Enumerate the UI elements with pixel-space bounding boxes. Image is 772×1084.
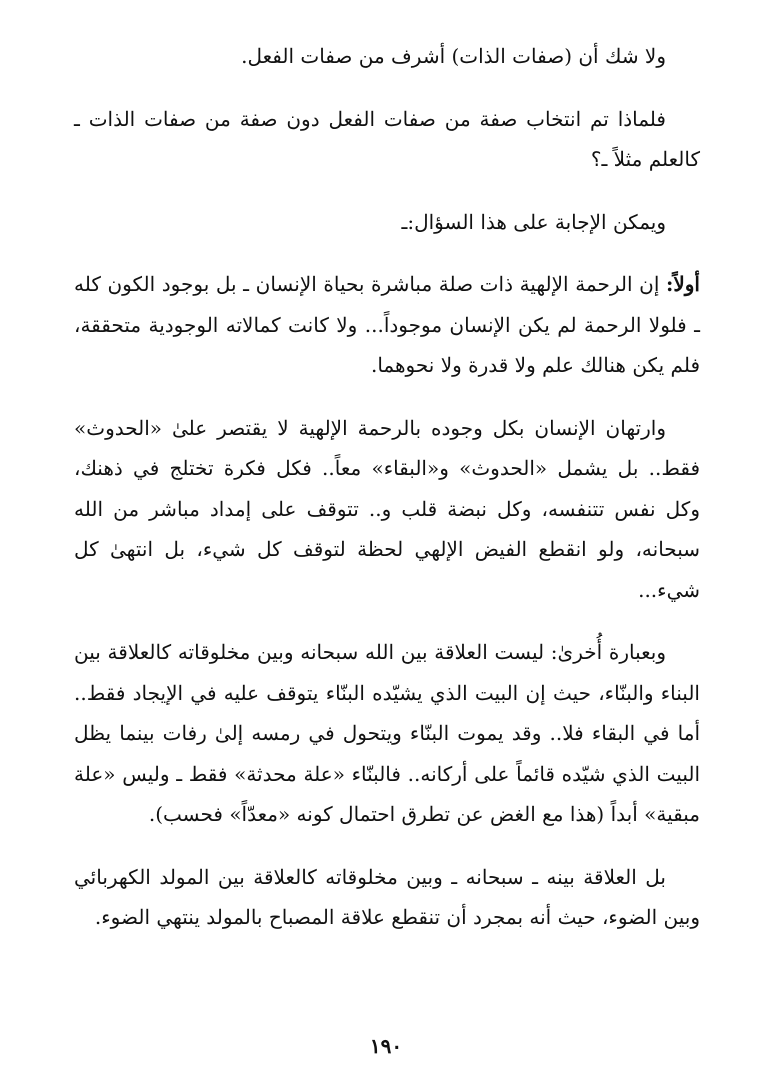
paragraph-1: ولا شك أن (صفات الذات) أشرف من صفات الفعل. <box>241 44 666 68</box>
paragraph-2: فلماذا تم انتخاب صفة من صفات الفعل دون صفة من صفات الذات ـ كالعلم مثلاً ـ؟ <box>74 106 700 171</box>
paragraph-6: وبعبارة أُخرىٰ: ليست العلاقة بين الله سبحانه وبين مخلوقاته كالعلاقة بين البناء والبنّاء، حيث إن البيت الذي يشيّده البنّاء يتوقف عليه في الإيجاد فقط.. أما في البقاء فلا.. وقد يموت البنّاء ويتحول في رمسه إلىٰ رفات بينما يظل البيت الذي شيّده قائماً على أركانه.. فالبنّاء «علة محدثة» فقط ـ وليس «علة مبقية» أبداً (هذا مع الغض عن تطرق احتمال كونه «معدّاً» فحسب). <box>74 640 700 826</box>
paragraph-4 <box>74 264 700 386</box>
paragraph-7: بل العلاقة بينه ـ سبحانه ـ وبين مخلوقاته كالعلاقة بين المولد الكهربائي وبين الضوء، حيث أنه بمجرد أن تنقطع علاقة المصباح بالمولد ينتهي الضوء. <box>74 864 700 929</box>
paragraph-3: ويمكن الإجابة على هذا السؤال:ـ <box>401 209 666 234</box>
page-number: ١٩٠ <box>369 1034 403 1058</box>
paragraph-4-body: إن الرحمة الإلهية ذات صلة مباشرة بحياة الإنسان ـ بل بوجود الكون كله ـ فلولا الرحمة لم يكن الإنسان موجوداً... ولا كانت كمالاته الوجودية متحققة، فلم يكن هنالك علم ولا قدرة ولا نحوهما. <box>74 272 700 377</box>
paragraph-4-lead: أولاً: <box>665 272 700 296</box>
paragraph-5: وارتهان الإنسان بكل وجوده بالرحمة الإلهية لا يقتصر علىٰ «الحدوث» فقط.. بل يشمل «الحدوث» و«البقاء» معاً.. فكل فكرة تختلج في ذهنك، وكل نفس تتنفسه، وكل نبضة قلب و.. تتوقف على إمداد مباشر من الله سبحانه، ولو انقطع الفيض الإلهي لحظة لتوقف كل شيء، بل انتهىٰ كل شيء... <box>74 415 700 602</box>
